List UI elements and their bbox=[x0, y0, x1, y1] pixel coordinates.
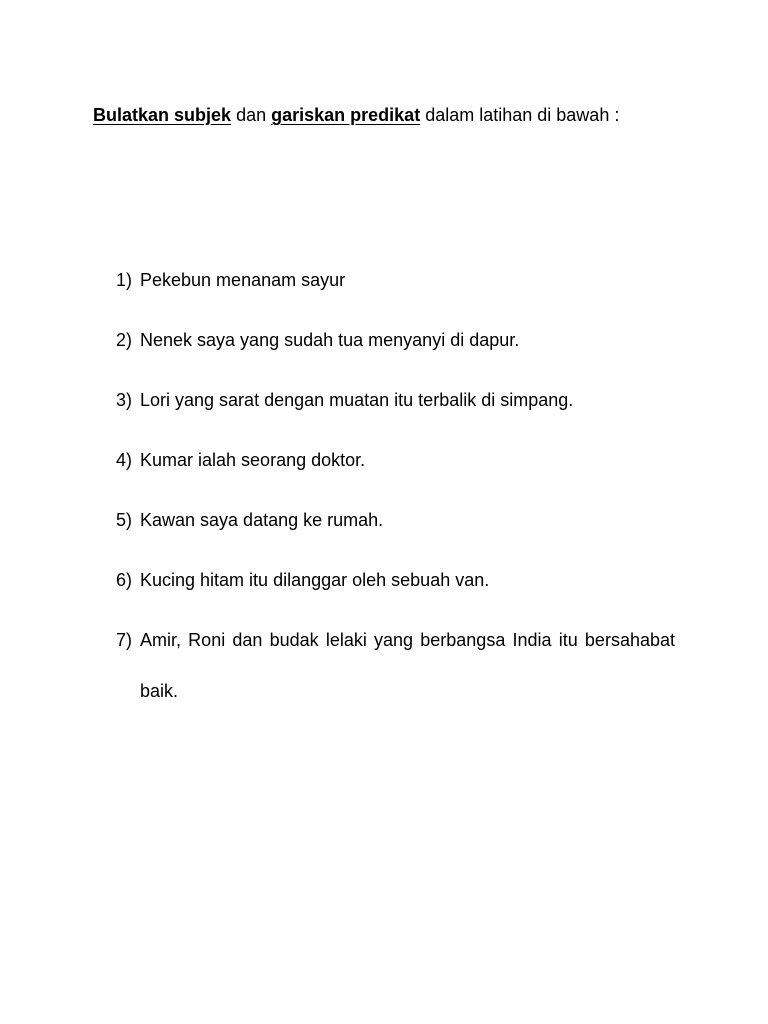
item-number: 5) bbox=[116, 510, 133, 530]
exercise-item-5 bbox=[116, 495, 675, 546]
exercise-item-1 bbox=[116, 255, 675, 306]
instruction-text bbox=[93, 90, 675, 141]
exercise-item-2 bbox=[116, 315, 675, 366]
item-sentence: Nenek saya yang sudah tua menyanyi di dapur. bbox=[140, 330, 520, 350]
exercise-item-6 bbox=[116, 555, 675, 606]
exercise-item-3 bbox=[116, 375, 675, 426]
exercise-list bbox=[116, 255, 675, 726]
exercise-item-4 bbox=[116, 435, 675, 486]
item-number: 3) bbox=[116, 390, 133, 410]
item-number: 7) bbox=[116, 630, 133, 650]
item-number: 6) bbox=[116, 570, 133, 590]
item-sentence: Lori yang sarat dengan muatan itu terbalik di simpang. bbox=[140, 390, 574, 410]
item-sentence: Kucing hitam itu dilanggar oleh sebuah van. bbox=[140, 570, 490, 590]
exercise-item-7 bbox=[116, 615, 675, 717]
item-sentence: Pekebun menanam sayur bbox=[140, 270, 346, 290]
instruction-circle-subject: Bulatkan subjek bbox=[93, 105, 232, 125]
instruction-tail: dalam latihan di bawah : bbox=[425, 105, 620, 125]
instruction-connector: dan bbox=[236, 105, 267, 125]
item-sentence: Amir, Roni dan budak lelaki yang berbangsa India itu bersahabat baik. bbox=[140, 630, 675, 701]
item-sentence: Kawan saya datang ke rumah. bbox=[140, 510, 384, 530]
instruction-underline-predicate: gariskan predikat bbox=[271, 105, 421, 125]
item-number: 4) bbox=[116, 450, 133, 470]
item-number: 2) bbox=[116, 330, 133, 350]
item-number: 1) bbox=[116, 270, 133, 290]
item-sentence: Kumar ialah seorang doktor. bbox=[140, 450, 366, 470]
